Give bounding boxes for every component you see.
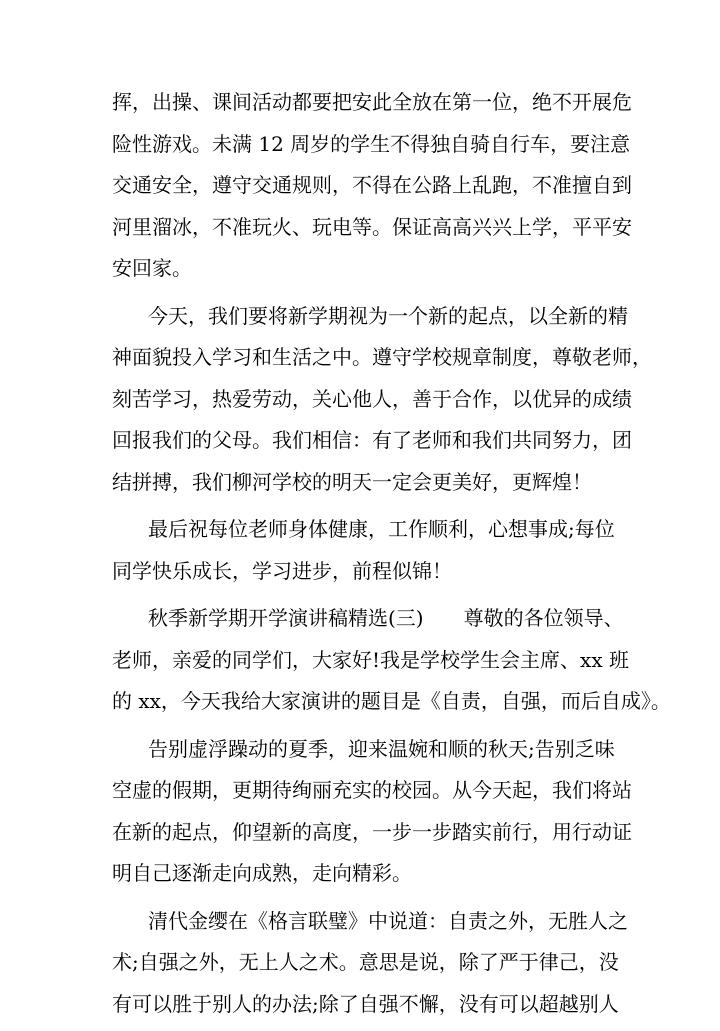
- text-line: 空虚的假期，更期待绚丽充实的校园。从今天起，我们将站: [112, 778, 632, 802]
- text-line: 老师，亲爱的同学们，大家好!我是学校学生会主席、xx 班: [112, 647, 629, 672]
- text-line: 有可以胜于别人的办法;除了自强不懈，没有可以超越别人: [112, 991, 619, 1016]
- text-line: 最后祝每位老师身体健康，工作顺利，心想事成;每位: [148, 517, 615, 541]
- text-line: 同学快乐成长，学习进步，前程似锦！: [112, 558, 452, 583]
- paragraph-quote: [112, 901, 628, 1026]
- paragraph-autumn: [112, 729, 632, 895]
- text-line: 险性游戏。未满 12 周岁的学生不得独自骑自行车，要注意: [112, 131, 631, 156]
- text-line: 回报我们的父母。我们相信：有了老师和我们共同努力，团: [112, 428, 632, 452]
- paragraph-new-start: [112, 296, 652, 504]
- text-line: 告别虚浮躁动的夏季，迎来温婉和顺的秋天;告别乏味: [148, 736, 615, 761]
- text-line: 河里溜冰，不准玩火、玩电等。保证高高兴兴上学，平平安: [112, 214, 632, 239]
- paragraph-wishes: [112, 509, 615, 592]
- text-line: 秋季新学期开学演讲稿精选(三) 尊敬的各位领导、: [148, 606, 624, 630]
- paragraph-safety: [112, 82, 632, 290]
- text-line: 刻苦学习，热爱劳动，关心他人，善于合作，以优异的成绩: [112, 386, 632, 411]
- text-line: 安回家。: [112, 256, 192, 280]
- text-line: 神面貌投入学习和生活之中。遵守学校规章制度，尊敬老师，: [112, 345, 652, 369]
- text-line: 结拼搏，我们柳河学校的明天一定会更美好，更辉煌！: [112, 469, 592, 494]
- text-line: 的 xx，今天我给大家演讲的题目是《自责，自强，而后自成》。: [112, 689, 671, 713]
- text-line: 交通安全，遵守交通规则，不得在公路上乱跑，不准擅自到: [112, 173, 632, 197]
- text-line: 明自己逐渐走向成熟，走向精彩。: [112, 861, 412, 885]
- text-line: 术;自强之外，无上人之术。意思是说，除了严于律己，没: [112, 950, 619, 974]
- text-line: 今天，我们要将新学期视为一个新的起点，以全新的精: [148, 303, 628, 328]
- text-line: 清代金缨在《格言联璧》中说道：自责之外，无胜人之: [148, 908, 628, 933]
- paragraph-speech-three-intro: [112, 598, 671, 723]
- text-line: 挥，出操、课间活动都要把安此全放在第一位，绝不开展危: [112, 90, 632, 114]
- text-line: 在新的起点，仰望新的高度，一步一步踏实前行，用行动证: [112, 819, 632, 844]
- document-body: [112, 82, 671, 1031]
